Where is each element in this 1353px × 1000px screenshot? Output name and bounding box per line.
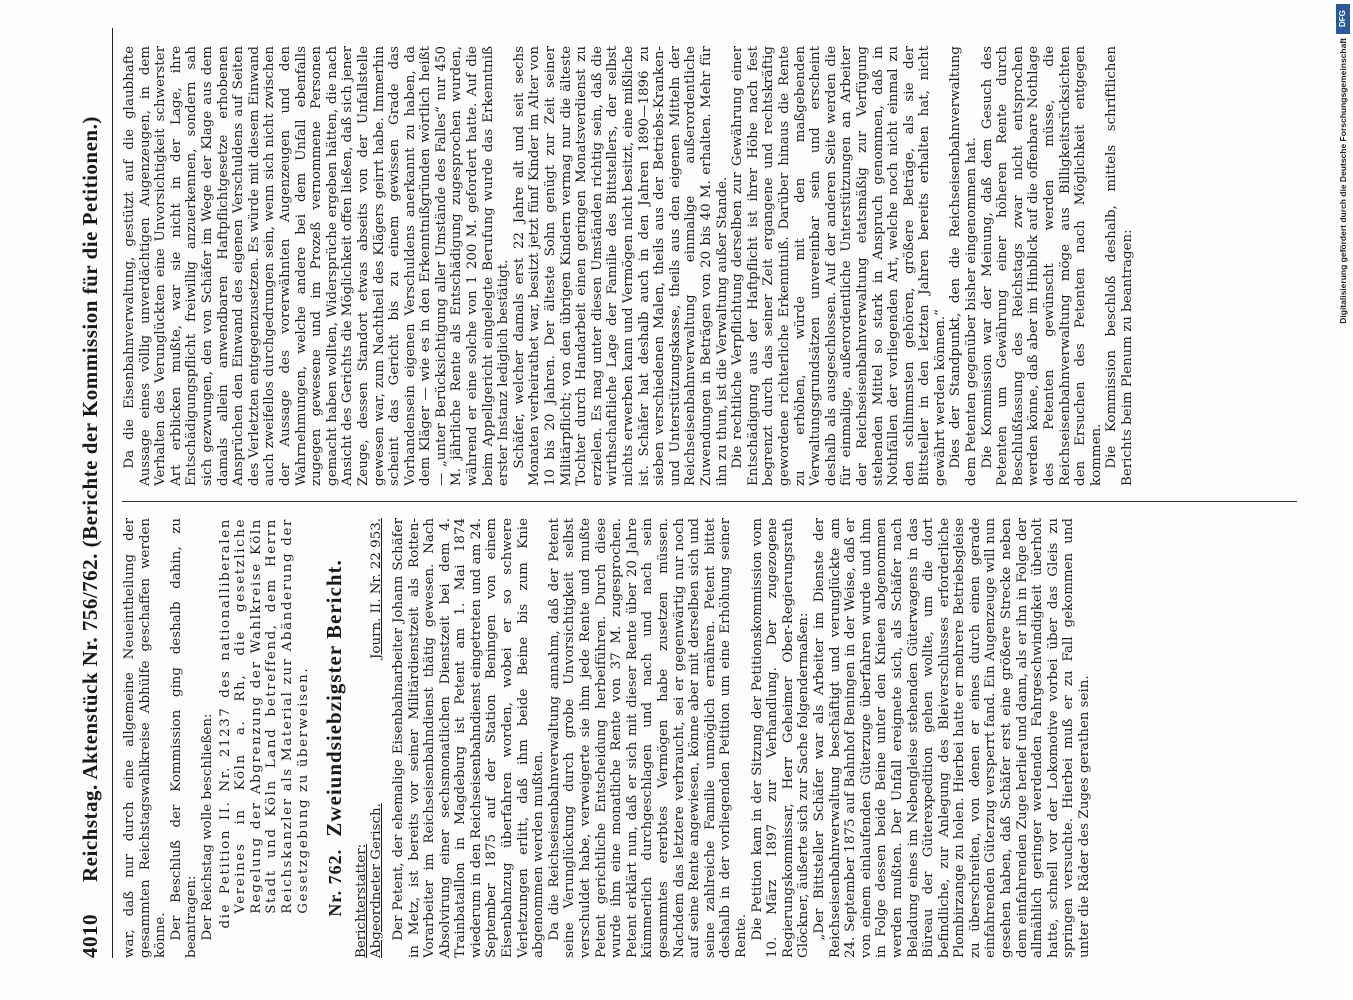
right-paragraph-5: Die Kommission war der Meinung, daß dem Gesuch des Petenten um Gewährung einer höheren Rente durch Beschlußfassung des Reichstags zwar nicht entsprochen werden könne, daß aber im Hinblick auf die offenbare Nothlage des Petenten gewünscht werden müsse, die Reichseisenbahnverwaltung möge aus Billigkeitsrücksichten den Ersuchen des Petenten nach Möglichkeit entgegen kommen.: [979, 46, 1104, 486]
dfg-logo: DFG: [1336, 4, 1350, 34]
reporter-line: [354, 518, 385, 958]
left-paragraph-2: Der Beschluß der Kommission ging deshalb dahin, zu beantragen:: [168, 518, 200, 958]
left-paragraph-3: Der Reichstag wolle beschließen:: [199, 713, 215, 941]
header-title: Reichstag. Aktenstück Nr. 756/762. (Berichte der Kommission für die Petitionen.): [78, 116, 102, 882]
right-paragraph-1: Da die Eisenbahnverwaltung, gestützt auf die glaubhafte Aussage eines völlig unverdächtigen Augenzeugen, in dem Verhalten des Verunglückten eine Unvorsichtigkeit schwerster Art erblicken mußte, war sie nicht in der Lage, ihre Entschädigungspflicht freiwillig anzuerkennen, sondern sah sich gezwungen, den von Schäfer im Wege der Klage aus dem damals allein anwendbaren Haftpflichtgesetze erhobenen Ansprüchen den Einwand des eigenen Verschuldens auf Seiten des Verletzten entgegenzusetzen. Es würde mit diesem Einwand auch zweifellos durchgedrungen sein, wenn sich nicht zwischen der Aussage des vorerwähnten Augenzeugen und den Wahrnehmungen, welche andere bei dem Unfall ebenfalls zugegen gewesene und im Prozeß vernommene Personen gemacht haben wollten, Widersprüche ergeben hätten, die nach Ansicht des Gerichts die Möglichkeit offen ließen, daß sich jener Zeuge, dessen Standort etwas abseits von der Unfallstelle gewesen war, zum Nachtheil des Klägers geirrt habe. Immerhin scheint das Gericht bis zu einem gewissen Grade das Vorhandensein eigenen Verschuldens anerkannt zu haben, da dem Kläger — wie es in den Erkenntnißgründen wörtlich heißt — „unter Berücksichtigung aller Umstände des Falles“ nur 450 M. jährliche Rente als Entschädigung zugesprochen wurden, während er eine solche von 1 200 M. gefordert hatte. Auf die beim Appellgericht eingelegte Berufung wurde das Erkenntniß erster Instanz lediglich bestätigt.: [122, 46, 512, 486]
header-rule: [112, 28, 113, 958]
left-column: [122, 518, 1093, 958]
right-paragraph-6: Die Kommission beschloß deshalb, mittels schriftlichen Berichts beim Plenum zu beantragen:: [1104, 46, 1135, 486]
section-number: Nr. 762.: [325, 848, 346, 917]
section-heading: [322, 518, 347, 958]
right-paragraph-2: Schäfer, welcher damals erst 22 Jahre alt und seit sechs Monaten verheirathet war, besitzt jetzt fünf Kinder im Alter von 10 bis 20 Jahren. Der älteste Sohn genügt zur Zeit seiner Militärpflicht; von den übrigen Kindern vermag nur die älteste Tochter durch Handarbeit einen geringen Monatsverdienst zu erzielen. Es mag unter diesen Umständen richtig sein, daß die wirthschaftliche Lage der Familie des Bittstellers, der selbst nichts erwerben kann und Vermögen nicht besitzt, eine mißliche ist. Schäfer hat deshalb auch in den Jahren 1890—1896 zu sieben verschiedenen Malen, theils aus der Betriebs-Kranken- und Unterstützungskasse, theils aus den eigenen Mitteln der Reichseisenbahnverwaltung einmalige außerordentliche Zuwendungen in Beträgen von 20 bis 40 M. erhalten. Mehr für ihn zu thun, ist die Verwaltung außer Stande.: [511, 46, 730, 486]
journal-number: Journ. II. Nr. 22 953.: [369, 518, 385, 659]
digitization-note: Digitalisierung gefördert durch die Deutsche Forschungsgemeinschaft: [1338, 38, 1348, 324]
running-head: [74, 28, 108, 958]
left-paragraph-7: „Der Bittsteller Schäfer war als Arbeiter im Dienste der Reichseisenbahnverwaltung beschäftigt und verunglückte am 24. September 1875 auf Bahnhof Beningen in der Weise, daß er von einem einlaufenden Güterzuge überfahren wurde und ihm in Folge dessen beide Beine unter den Knieen abgenommen werden mußten. Der Unfall ereignete sich, als Schäfer nach Beladung eines im Nebengleise stehenden Güterwagens in das Büreau der Güterexpedition gehen wollte, um die dort befindliche, zur Anlegung des Bleiverschlusses erforderliche Plombirzange zu holen. Hierbei hatte er mehrere Betriebsgleise zu überschreiten, von denen er eines durch einen gerade einfahrenden Güterzug versperrt fand. Ein Augenzeuge will nun gesehen haben, daß Schäfer erst eine größere Strecke neben dem einfahrenden Zuge herlief und dann, als er ihn in Folge der allmählich geringer werdenden Fahrgeschwindigkeit überholt hatte, schnell vor der Lokomotive vorbei über das Gleis zu springen versuchte. Hierbei muß er zu Fall gekommen und unter die Räder des Zuges gerathen sein.: [811, 518, 1093, 958]
left-paragraph-4: Der Petent, der ehemalige Eisenbahnarbeiter Johann Schäfer in Metz, ist bereits vor seiner Militärdienstzeit als Rotten-Vorarbeiter im Reichseisenbahndienst thätig gewesen. Nach Absolvirung einer sechsmonatlichen Dienstzeit bei dem 4. Trainbataillon in Magdeburg ist Petent am 1. Mai 1874 wiederum in den Reichseisenbahndienst eingetreten und am 24. September 1875 auf der Station Beningen von einem Eisenbahnzug überfahren worden, wobei er so schwere Verletzungen erlitt, daß ihm beide Beine bis zum Knie abgenommen werden mußten.: [390, 518, 547, 958]
right-paragraph-4: Dies der Standpunkt, den die Reichseisenbahnverwaltung dem Petenten gegenüber bisher eingenommen hat.: [948, 46, 980, 486]
left-paragraph-1: war, daß nur durch eine allgemeine Neueintheilung der gesammten Reichstagswahlkreise Abhülfe geschaffen werden könne.: [122, 518, 169, 958]
motion-text: die Petition II. Nr. 21237 des nationalliberalen Vereines in Köln a. Rh, die gesetzliche Regelung der Abgrenzung der Wahlkreise Köln Stadt und Köln Land betreffend, dem Herrn Reichskanzler als Material zur Abänderung der Gesetzgebung zu überweisen.: [217, 518, 311, 929]
page-content: [74, 28, 1324, 958]
right-column: [122, 46, 1136, 486]
page-number: 4010: [78, 914, 102, 958]
reporter-name: Abgeordneter Gerisch.: [369, 803, 385, 958]
right-paragraph-3: Die rechtliche Verpflichtung derselben zur Gewährung einer Entschädigung aus der Haftpflicht ist ihrer Höhe nach fest begrenzt durch das seiner Zeit ergangene und rechtskräftig gewordene richterliche Erkenntniß. Darüber hinaus die Rente zu erhöhen, würde mit den maßgebenden Verwaltungsgrundsätzen unvereinbar sein und erscheint deshalb als ausgeschlossen. Auf der anderen Seite werden die für einmalige, außerordentliche Unterstützungen an Arbeiter der Reichseisenbahnverwaltung etatsmäßig zur Verfügung stehenden Mittel so stark in Anspruch genommen, daß in Nothfällen der vorliegenden Art, welche noch nicht einmal zu den schlimmsten gehören, größere Beträge, als sie der Bittsteller in den letzten Jahren bereits erhalten hat, nicht gewährt werden können.“: [730, 46, 948, 486]
left-paragraph-6: Die Petition kam in der Sitzung der Petitionskommission vom 10. März 1897 zur Verhandlung. Der zugezogene Regierungskommissar, Herr Geheimer Ober-Regierungsrath Glöckner, äußerte sich zur Sache folgendermaßen:: [749, 518, 812, 958]
left-paragraph-5: Da die Reichseisenbahnverwaltung annahm, daß der Petent seine Verunglückung durch grobe Unvorsichtigkeit selbst verschuldet habe, verweigerte sie ihm jede Rente und mußte Petent gerichtliche Entscheidung herbeiführen. Durch diese wurde ihm eine monatliche Rente von 37 M. zugesprochen. Petent erklärt nun, daß er sich mit dieser Rente über 20 Jahre kümmerlich durchgeschlagen und nach und nach sein gesammtes ererbtes Vermögen habe zusetzen müssen. Nachdem das letztere verbraucht, sei er gegenwärtig nur noch auf seine Rente angewiesen, könne aber mit derselben sich und seine zahlreiche Familie unmöglich ernähren. Petent bittet deshalb in der vorliegenden Petition um eine Erhöhung seiner Rente.: [546, 518, 749, 958]
column-divider: [122, 501, 1297, 502]
reporter-label: Berichterstatter:: [353, 843, 369, 958]
section-title: Zweiundsiebzigster Bericht.: [322, 559, 347, 837]
